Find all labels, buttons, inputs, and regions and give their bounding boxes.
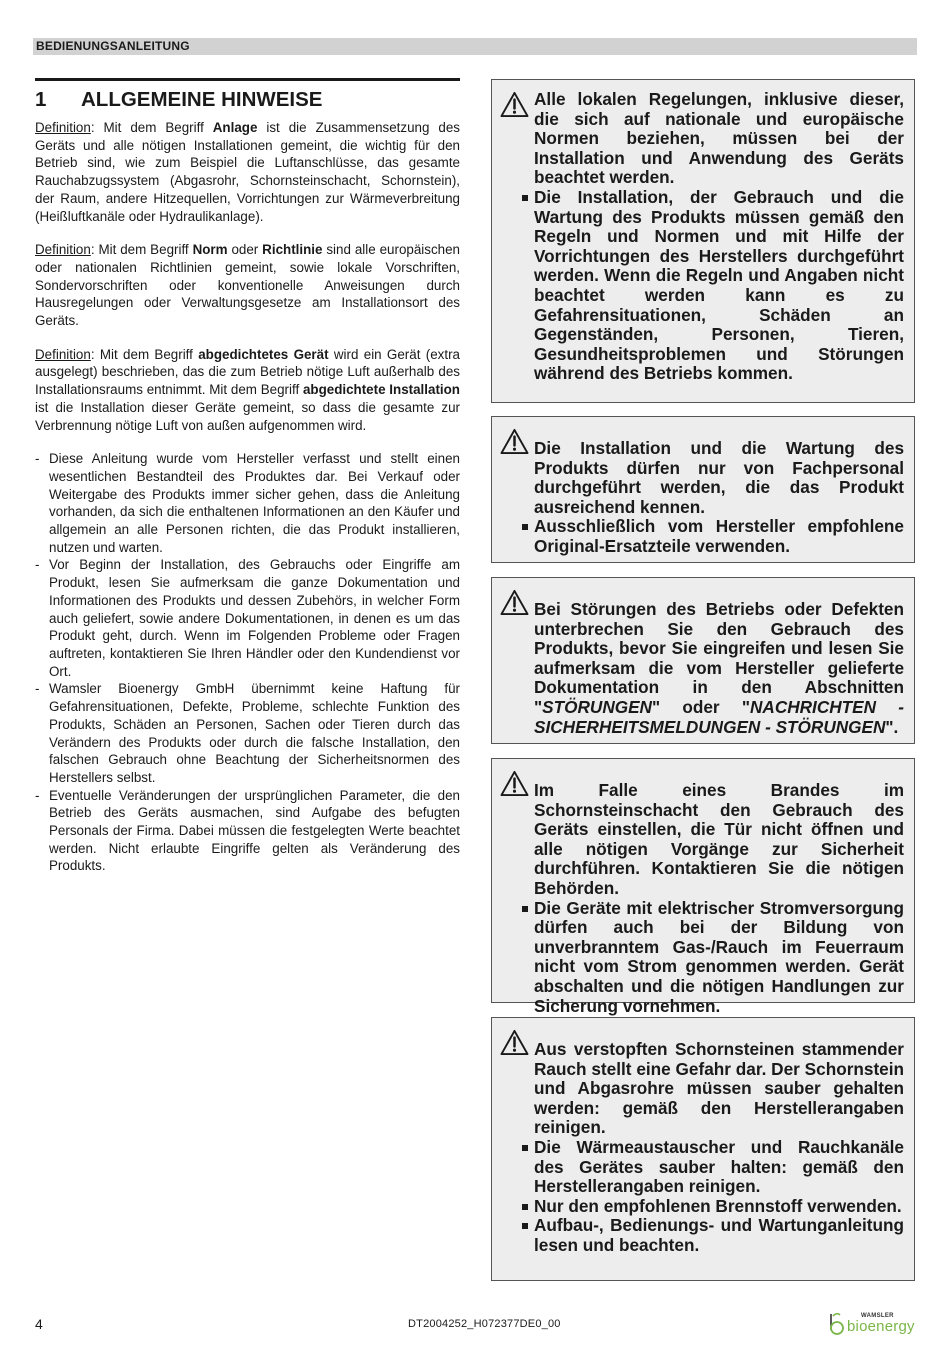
- warning-box-1: [491, 79, 915, 403]
- warning-triangle-icon: [500, 589, 529, 616]
- brand-logo: [827, 1310, 915, 1338]
- warning-bullets: [534, 517, 904, 556]
- warning-bullets: [534, 188, 904, 384]
- doc-code: DT2004252_H072377DE0_00: [408, 1318, 561, 1330]
- definition-anlage: Definition: Mit dem Begriff Anlage ist die Zusammensetzung des Geräts und alle nötigen Installationen gemeint, die wichtig für den Betrieb sind, wie zum Beispiel die Luftanschlüsse, das gesamte Rauchabzugssystem (Abgasrohr, Schornsteinschacht, Schornstein), der Raum, andere Hitzequellen, Vorrichtungen zur Wärmeverbreitung (Heißluftkanäle oder Hydraulikanlage).: [35, 120, 460, 224]
- bioenergy-leaf-icon: [827, 1312, 847, 1336]
- logo-wamsler: WAMSLER: [861, 1313, 894, 1319]
- list-item: Die Geräte mit elektrischer Stromversorgung dürfen auch bei der Bildung von unverbranntem Gas-/Rauch im Feuerraum nicht vom Strom genommen werden. Gerät abschalten und die nötigen Handlungen zur Sicherung vornehmen.: [534, 897, 904, 1016]
- definition-norm: Definition: Mit dem Begriff Norm oder Richtlinie sind alle europäischen oder nationalen Richtlinien gemeint, sowie lokale Vorschriften, Sondervorschriften oder konventionelle Anweisungen durch Hausregelungen oder Verwaltungsgesetze am Installationsort des Geräts.: [35, 242, 460, 329]
- header-title: BEDIENUNGSANLEITUNG: [36, 39, 190, 53]
- warning-text: Im Falle eines Brandes im Schornsteinschacht den Gebrauch des Geräts einstellen, die Tür nicht öffnen und alle nötigen Vorgänge zur Sicherheit durchführen. Kontaktieren Sie die nötigen Behörden.: [534, 780, 904, 898]
- list-item: Ausschließlich vom Hersteller empfohlene Original-Ersatzteile verwenden.: [534, 516, 904, 556]
- warning-box-3: [491, 577, 915, 744]
- logo-bioenergy: bioenergy: [847, 1318, 915, 1335]
- warning-text: Die Installation und die Wartung des Produkts dürfen nur von Fachpersonal durchgeführt werden, die das Produkt ausreichend kennen.: [534, 438, 904, 517]
- warning-bullets: [534, 899, 904, 1017]
- list-item: - Wamsler Bioenergy GmbH übernimmt keine Haftung für Gefahrensituationen, Defekte, Probleme, schlechte Funktion des Produkts, Schäden an Personen, Sachen oder Tieren durch das Verändern des Produkts oder durch die falsche Installation, den falschen Gebrauch ohne Beachtung der Sicherheitsnormen des Herstellers selbst.: [35, 680, 460, 786]
- list-item: Die Wärmeaustauscher und Rauchkanäle des Gerätes sauber halten: gemäß den Herstellerangaben reinigen.: [534, 1136, 904, 1197]
- list-item: Aufbau-, Bedienungs- und Wartunganleitung lesen und beachten.: [534, 1215, 904, 1255]
- warning-text: Bei Störungen des Betriebs oder Defekten unterbrechen Sie den Gebrauch des Produkts, bevor Sie eingreifen und lesen Sie aufmerksam die vom Hersteller gelieferte Dokumentation in den Abschnitten "STÖRUNGEN" oder "NACHRICHTEN - SICHERHEITSMELDUNGEN - STÖRUNGEN".: [534, 599, 904, 737]
- list-item: Die Installation, der Gebrauch und die Wartung des Produkts müssen gemäß den Regeln und Normen und mit Hilfe der Vorrichtungen des Herstellers durchgeführt werden. Wenn die Regeln und Angaben nicht beachtet werden kann es zu Gefahrensituationen, Schäden an Gegenständen, Personen, Tieren, Gesundheitsproblemen und Störungen während des Betriebs kommen.: [534, 186, 904, 384]
- warning-box-4: [491, 758, 915, 1016]
- list-item: - Vor Beginn der Installation, des Gebrauchs oder Eingriffe am Produkt, lesen Sie aufmerksam die ganze Dokumentation und Informationen des Produkts und dessen Zubehörs, in welcher Form auch geliefert, sowie andere Dokumentationen, in denen es um das Produkt geht, durch. Wenn im Folgenden Probleme oder Fragen auftreten, kontaktieren Sie Ihren Händler oder den Kundendienst vor Ort.: [35, 556, 460, 680]
- section-number: 1: [35, 88, 47, 111]
- section-heading: [35, 87, 460, 113]
- warning-bullets: [534, 1138, 904, 1256]
- list-item: - Eventuelle Veränderungen der ursprünglichen Parameter, die den Betrieb des Geräts ausmachen, sind Aufgabe des befugten Personals der Firma. Dabei müssen die festgelegten Werte beachtet werden. Nicht erlaubte Eingriffe gelten als Veränderung des Produkts.: [35, 787, 460, 876]
- warning-triangle-icon: [500, 1029, 529, 1056]
- warning-triangle-icon: [500, 91, 529, 118]
- warning-box-2: [491, 416, 915, 563]
- page-number: 4: [35, 1316, 43, 1332]
- header-bar: [33, 38, 917, 55]
- warning-triangle-icon: [500, 428, 529, 455]
- section-rule: [35, 78, 460, 81]
- list-item: Nur den empfohlenen Brennstoff verwenden.: [534, 1197, 904, 1217]
- warning-text: Alle lokalen Regelungen, inklusive dieser, die sich auf nationale und europäische Normen beziehen, müssen bei der Installation und Anwendung des Geräts beachtet werden.: [534, 89, 904, 188]
- left-column: [35, 78, 460, 875]
- section-title: ALLGEMEINE HINWEISE: [81, 88, 323, 111]
- warning-triangle-icon: [500, 770, 529, 797]
- notes-list: [35, 450, 460, 875]
- list-item: - Diese Anleitung wurde vom Hersteller verfasst und stellt einen wesentlichen Bestandteil des Produktes dar. Bei Verkauf oder Weitergabe des Produkts immer sicher gehen, dass die Anleitung vorhanden, da sich die enthaltenen Informationen an den Käufer und allgemein an alle Personen richten, die das Produkt installieren, nutzen und warten.: [35, 450, 460, 556]
- warning-box-5: [491, 1017, 915, 1281]
- warning-text: Aus verstopften Schornsteinen stammender Rauch stellt eine Gefahr dar. Der Schornstein und Abgasrohre müssen sauber gehalten werden: gemäß den Herstellerangaben reinigen.: [534, 1039, 904, 1138]
- definition-abgedichtet: Definition: Mit dem Begriff abgedichtetes Gerät wird ein Gerät (extra ausgelegt) beschrieben, das die zum Betrieb nötige Luft außerhalb des Installationsraums entnimmt. Mit dem Begriff abgedichtete Installation ist die Installation dieser Geräte gemeint, so dass die gesamte zur Verbrennung nötige Luft von außen aufgenommen wird.: [35, 346, 460, 433]
